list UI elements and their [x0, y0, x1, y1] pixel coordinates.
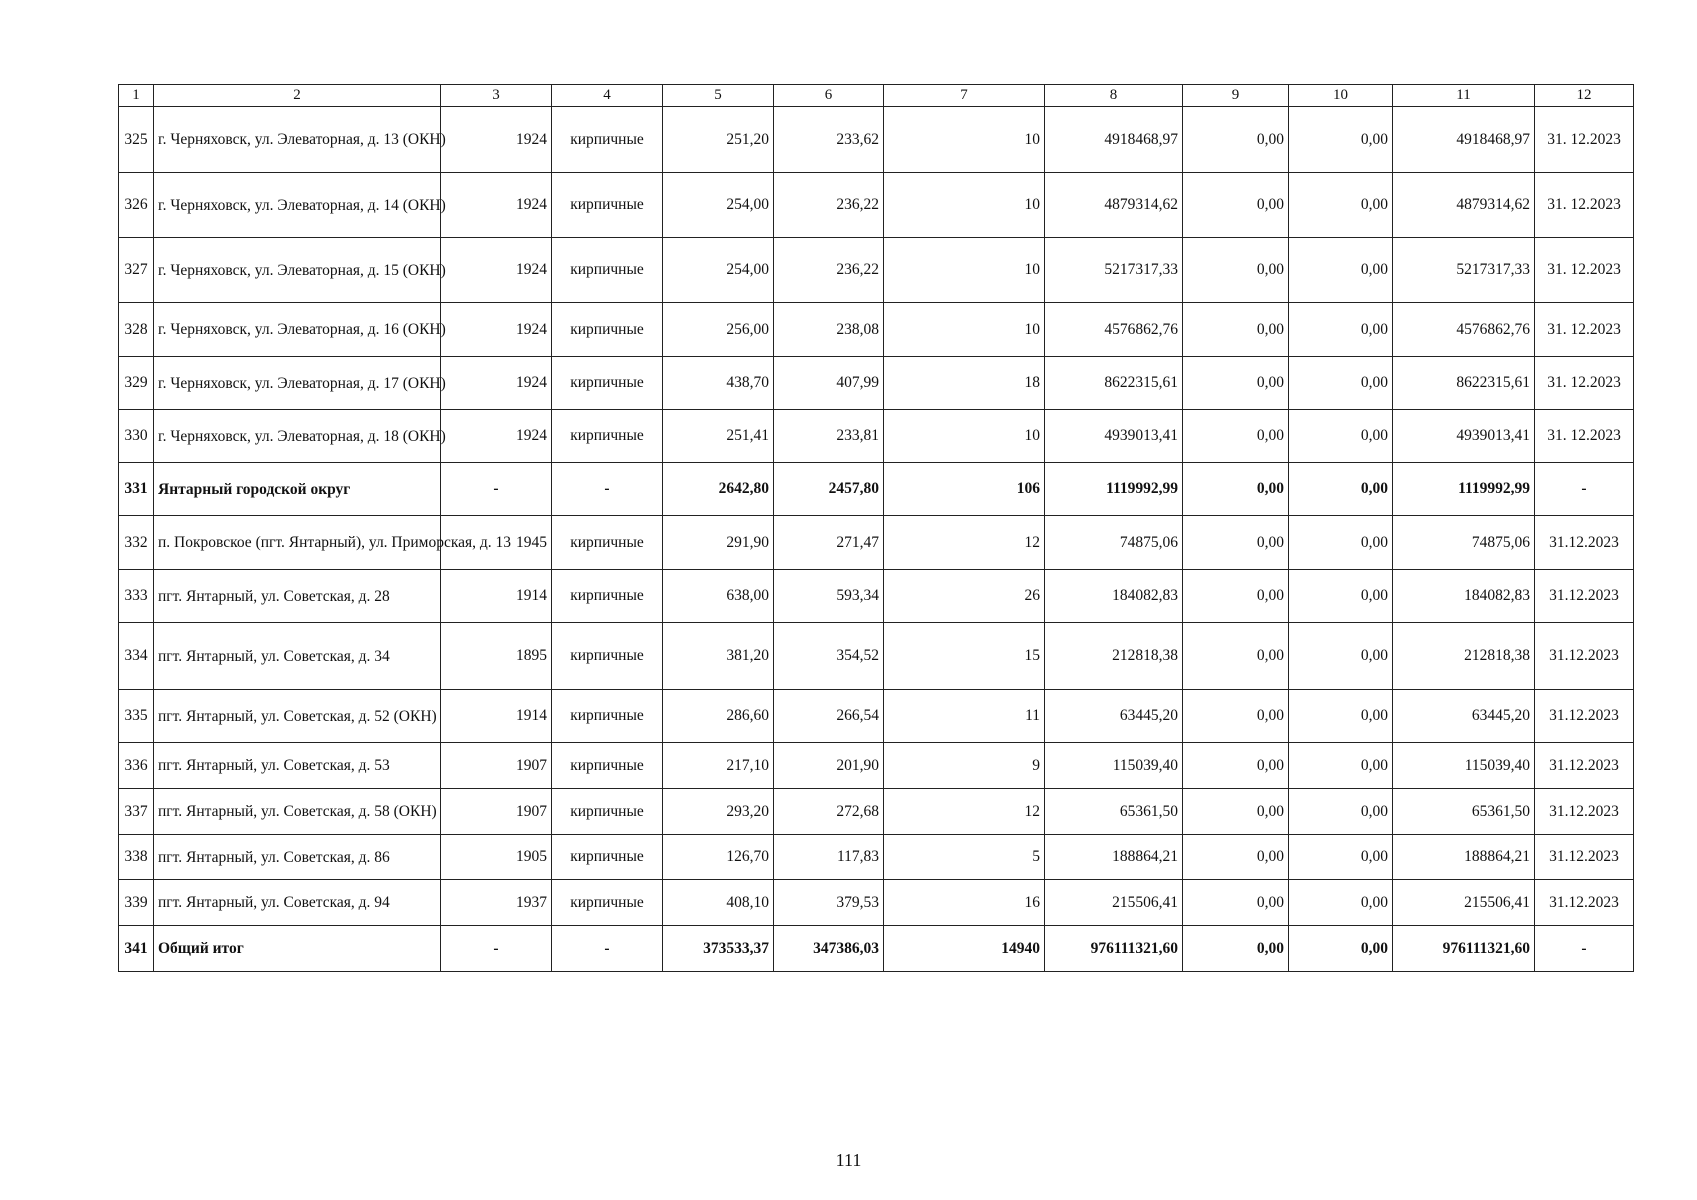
table-row: [119, 743, 1634, 789]
cost-cell: 0,00: [1289, 835, 1393, 880]
residents-cell: 11: [884, 690, 1045, 743]
living-area-cell: 236,22: [774, 238, 884, 303]
cost-cell: 0,00: [1183, 743, 1289, 789]
deadline-cell: 31.12.2023: [1535, 880, 1634, 926]
wall-material-cell: кирпичные: [552, 880, 663, 926]
total-cost-cell: 4939013,41: [1045, 410, 1183, 463]
page-number: 111: [835, 1150, 862, 1170]
row-number: 331: [119, 463, 154, 516]
address-cell: г. Черняховск, ул. Элеваторная, д. 16 (ОКН): [154, 303, 441, 357]
table-row: [119, 357, 1634, 410]
cost-cell: 0,00: [1183, 835, 1289, 880]
year-cell: 1907: [441, 743, 552, 789]
cost-cell: 0,00: [1289, 173, 1393, 238]
cost-cell: 0,00: [1183, 303, 1289, 357]
cost-cell: 1119992,99: [1393, 463, 1535, 516]
cost-cell: 65361,50: [1393, 789, 1535, 835]
cost-cell: 0,00: [1183, 623, 1289, 690]
column-header: 10: [1289, 85, 1393, 107]
total-area-cell: 254,00: [663, 173, 774, 238]
address-cell: пгт. Янтарный, ул. Советская, д. 58 (ОКН): [154, 789, 441, 835]
total-area-cell: 291,90: [663, 516, 774, 570]
cost-cell: 0,00: [1183, 789, 1289, 835]
row-number: 341: [119, 926, 154, 972]
wall-material-cell: кирпичные: [552, 623, 663, 690]
wall-material-cell: кирпичные: [552, 690, 663, 743]
table-row: [119, 835, 1634, 880]
total-cost-cell: 8622315,61: [1045, 357, 1183, 410]
column-number-row: [119, 85, 1634, 107]
residents-cell: 5: [884, 835, 1045, 880]
table-row: [119, 107, 1634, 173]
cost-cell: 0,00: [1183, 410, 1289, 463]
cost-cell: 0,00: [1289, 690, 1393, 743]
cost-cell: 0,00: [1183, 173, 1289, 238]
row-number: 338: [119, 835, 154, 880]
cost-cell: 0,00: [1289, 926, 1393, 972]
deadline-cell: 31. 12.2023: [1535, 357, 1634, 410]
cost-cell: 0,00: [1289, 880, 1393, 926]
address-cell: г. Черняховск, ул. Элеваторная, д. 14 (ОКН): [154, 173, 441, 238]
residents-cell: 10: [884, 410, 1045, 463]
address-cell: п. Покровское (пгт. Янтарный), ул. Приморская, д. 13: [154, 516, 441, 570]
table-row: [119, 623, 1634, 690]
column-header: 1: [119, 85, 154, 107]
year-cell: 1937: [441, 880, 552, 926]
wall-material-cell: кирпичные: [552, 570, 663, 623]
deadline-cell: 31.12.2023: [1535, 570, 1634, 623]
residents-cell: 10: [884, 303, 1045, 357]
column-header: 3: [441, 85, 552, 107]
wall-material-cell: кирпичные: [552, 789, 663, 835]
cost-cell: 0,00: [1183, 357, 1289, 410]
wall-material-cell: кирпичные: [552, 173, 663, 238]
cost-cell: 0,00: [1183, 926, 1289, 972]
living-area-cell: 238,08: [774, 303, 884, 357]
wall-material-cell: кирпичные: [552, 303, 663, 357]
deadline-cell: 31.12.2023: [1535, 835, 1634, 880]
cost-cell: 8622315,61: [1393, 357, 1535, 410]
cost-cell: 5217317,33: [1393, 238, 1535, 303]
cost-cell: 0,00: [1289, 789, 1393, 835]
year-cell: 1924: [441, 107, 552, 173]
cost-cell: 63445,20: [1393, 690, 1535, 743]
deadline-cell: 31. 12.2023: [1535, 303, 1634, 357]
cost-cell: 0,00: [1183, 880, 1289, 926]
total-area-cell: 2642,80: [663, 463, 774, 516]
year-cell: -: [441, 926, 552, 972]
total-area-cell: 126,70: [663, 835, 774, 880]
column-header: 6: [774, 85, 884, 107]
year-cell: 1924: [441, 238, 552, 303]
row-number: 337: [119, 789, 154, 835]
column-header: 2: [154, 85, 441, 107]
cost-cell: 4939013,41: [1393, 410, 1535, 463]
cost-cell: 4918468,97: [1393, 107, 1535, 173]
living-area-cell: 201,90: [774, 743, 884, 789]
cost-cell: 0,00: [1183, 463, 1289, 516]
address-cell: пгт. Янтарный, ул. Советская, д. 94: [154, 880, 441, 926]
cost-cell: 184082,83: [1393, 570, 1535, 623]
year-cell: -: [441, 463, 552, 516]
row-number: 328: [119, 303, 154, 357]
address-cell: пгт. Янтарный, ул. Советская, д. 28: [154, 570, 441, 623]
deadline-cell: 31. 12.2023: [1535, 107, 1634, 173]
wall-material-cell: кирпичные: [552, 410, 663, 463]
residents-cell: 16: [884, 880, 1045, 926]
cost-cell: 0,00: [1183, 238, 1289, 303]
table-row: [119, 690, 1634, 743]
year-cell: 1945: [441, 516, 552, 570]
total-area-cell: 217,10: [663, 743, 774, 789]
cost-cell: 0,00: [1289, 463, 1393, 516]
cost-cell: 0,00: [1183, 690, 1289, 743]
year-cell: 1905: [441, 835, 552, 880]
cost-cell: 0,00: [1289, 410, 1393, 463]
total-cost-cell: 188864,21: [1045, 835, 1183, 880]
column-header: 4: [552, 85, 663, 107]
living-area-cell: 233,81: [774, 410, 884, 463]
table-row: [119, 570, 1634, 623]
total-cost-cell: 4918468,97: [1045, 107, 1183, 173]
row-number: 332: [119, 516, 154, 570]
column-header: 7: [884, 85, 1045, 107]
address-cell: Янтарный городской округ: [154, 463, 441, 516]
residents-cell: 14940: [884, 926, 1045, 972]
total-area-cell: 251,20: [663, 107, 774, 173]
address-cell: г. Черняховск, ул. Элеваторная, д. 18 (ОКН): [154, 410, 441, 463]
living-area-cell: 236,22: [774, 173, 884, 238]
cost-cell: 74875,06: [1393, 516, 1535, 570]
total-cost-cell: 215506,41: [1045, 880, 1183, 926]
residents-cell: 10: [884, 238, 1045, 303]
cost-cell: 4879314,62: [1393, 173, 1535, 238]
cost-cell: 0,00: [1289, 570, 1393, 623]
total-cost-cell: 115039,40: [1045, 743, 1183, 789]
table-row: [119, 238, 1634, 303]
address-cell: г. Черняховск, ул. Элеваторная, д. 17 (ОКН): [154, 357, 441, 410]
deadline-cell: 31.12.2023: [1535, 690, 1634, 743]
address-cell: пгт. Янтарный, ул. Советская, д. 53: [154, 743, 441, 789]
table-row: [119, 516, 1634, 570]
living-area-cell: 407,99: [774, 357, 884, 410]
total-area-cell: 373533,37: [663, 926, 774, 972]
row-number: 333: [119, 570, 154, 623]
living-area-cell: 266,54: [774, 690, 884, 743]
row-number: 327: [119, 238, 154, 303]
deadline-cell: 31.12.2023: [1535, 743, 1634, 789]
total-cost-cell: 4879314,62: [1045, 173, 1183, 238]
table-row: [119, 410, 1634, 463]
cost-cell: 0,00: [1289, 743, 1393, 789]
cost-cell: 188864,21: [1393, 835, 1535, 880]
year-cell: 1907: [441, 789, 552, 835]
row-number: 334: [119, 623, 154, 690]
total-area-cell: 256,00: [663, 303, 774, 357]
wall-material-cell: кирпичные: [552, 516, 663, 570]
year-cell: 1895: [441, 623, 552, 690]
cost-cell: 0,00: [1289, 357, 1393, 410]
total-area-cell: 251,41: [663, 410, 774, 463]
column-header: 9: [1183, 85, 1289, 107]
living-area-cell: 2457,80: [774, 463, 884, 516]
year-cell: 1924: [441, 303, 552, 357]
cost-cell: 0,00: [1289, 238, 1393, 303]
residents-cell: 12: [884, 789, 1045, 835]
living-area-cell: 117,83: [774, 835, 884, 880]
cost-cell: 976111321,60: [1393, 926, 1535, 972]
total-cost-cell: 5217317,33: [1045, 238, 1183, 303]
cost-cell: 115039,40: [1393, 743, 1535, 789]
address-cell: пгт. Янтарный, ул. Советская, д. 86: [154, 835, 441, 880]
total-area-cell: 638,00: [663, 570, 774, 623]
total-area-cell: 293,20: [663, 789, 774, 835]
year-cell: 1924: [441, 410, 552, 463]
cost-cell: 212818,38: [1393, 623, 1535, 690]
row-number: 339: [119, 880, 154, 926]
row-number: 330: [119, 410, 154, 463]
residents-cell: 26: [884, 570, 1045, 623]
table-row: [119, 173, 1634, 238]
cost-cell: 215506,41: [1393, 880, 1535, 926]
deadline-cell: 31. 12.2023: [1535, 173, 1634, 238]
address-cell: Общий итог: [154, 926, 441, 972]
residents-cell: 106: [884, 463, 1045, 516]
column-header: 5: [663, 85, 774, 107]
column-header: 8: [1045, 85, 1183, 107]
address-cell: г. Черняховск, ул. Элеваторная, д. 15 (ОКН): [154, 238, 441, 303]
deadline-cell: -: [1535, 463, 1634, 516]
summary-row: [119, 926, 1634, 972]
living-area-cell: 271,47: [774, 516, 884, 570]
total-cost-cell: 63445,20: [1045, 690, 1183, 743]
cost-cell: 0,00: [1289, 623, 1393, 690]
table-row: [119, 789, 1634, 835]
cost-cell: 0,00: [1183, 570, 1289, 623]
living-area-cell: 233,62: [774, 107, 884, 173]
total-cost-cell: 74875,06: [1045, 516, 1183, 570]
cost-cell: 0,00: [1289, 303, 1393, 357]
wall-material-cell: -: [552, 463, 663, 516]
table-row: [119, 303, 1634, 357]
residents-cell: 10: [884, 173, 1045, 238]
year-cell: 1924: [441, 173, 552, 238]
residents-cell: 9: [884, 743, 1045, 789]
total-area-cell: 438,70: [663, 357, 774, 410]
cost-cell: 4576862,76: [1393, 303, 1535, 357]
address-cell: пгт. Янтарный, ул. Советская, д. 34: [154, 623, 441, 690]
row-number: 336: [119, 743, 154, 789]
total-cost-cell: 212818,38: [1045, 623, 1183, 690]
row-number: 326: [119, 173, 154, 238]
total-area-cell: 286,60: [663, 690, 774, 743]
table-row: [119, 880, 1634, 926]
living-area-cell: 354,52: [774, 623, 884, 690]
deadline-cell: 31. 12.2023: [1535, 410, 1634, 463]
wall-material-cell: кирпичные: [552, 357, 663, 410]
cost-cell: 0,00: [1289, 107, 1393, 173]
column-header: 11: [1393, 85, 1535, 107]
year-cell: 1924: [441, 357, 552, 410]
total-cost-cell: 976111321,60: [1045, 926, 1183, 972]
residents-cell: 12: [884, 516, 1045, 570]
column-header: 12: [1535, 85, 1634, 107]
year-cell: 1914: [441, 570, 552, 623]
deadline-cell: 31.12.2023: [1535, 516, 1634, 570]
row-number: 335: [119, 690, 154, 743]
wall-material-cell: кирпичные: [552, 835, 663, 880]
residents-cell: 15: [884, 623, 1045, 690]
living-area-cell: 272,68: [774, 789, 884, 835]
housing-register-table: [118, 84, 1634, 972]
total-area-cell: 381,20: [663, 623, 774, 690]
living-area-cell: 593,34: [774, 570, 884, 623]
year-cell: 1914: [441, 690, 552, 743]
deadline-cell: -: [1535, 926, 1634, 972]
row-number: 329: [119, 357, 154, 410]
total-cost-cell: 1119992,99: [1045, 463, 1183, 516]
address-cell: пгт. Янтарный, ул. Советская, д. 52 (ОКН): [154, 690, 441, 743]
summary-row: [119, 463, 1634, 516]
total-cost-cell: 4576862,76: [1045, 303, 1183, 357]
wall-material-cell: кирпичные: [552, 107, 663, 173]
wall-material-cell: кирпичные: [552, 743, 663, 789]
cost-cell: 0,00: [1183, 107, 1289, 173]
living-area-cell: 379,53: [774, 880, 884, 926]
deadline-cell: 31. 12.2023: [1535, 238, 1634, 303]
cost-cell: 0,00: [1183, 516, 1289, 570]
wall-material-cell: -: [552, 926, 663, 972]
cost-cell: 0,00: [1289, 516, 1393, 570]
address-cell: г. Черняховск, ул. Элеваторная, д. 13 (ОКН): [154, 107, 441, 173]
living-area-cell: 347386,03: [774, 926, 884, 972]
total-cost-cell: 184082,83: [1045, 570, 1183, 623]
residents-cell: 18: [884, 357, 1045, 410]
total-cost-cell: 65361,50: [1045, 789, 1183, 835]
deadline-cell: 31.12.2023: [1535, 789, 1634, 835]
residents-cell: 10: [884, 107, 1045, 173]
total-area-cell: 408,10: [663, 880, 774, 926]
deadline-cell: 31.12.2023: [1535, 623, 1634, 690]
wall-material-cell: кирпичные: [552, 238, 663, 303]
total-area-cell: 254,00: [663, 238, 774, 303]
row-number: 325: [119, 107, 154, 173]
